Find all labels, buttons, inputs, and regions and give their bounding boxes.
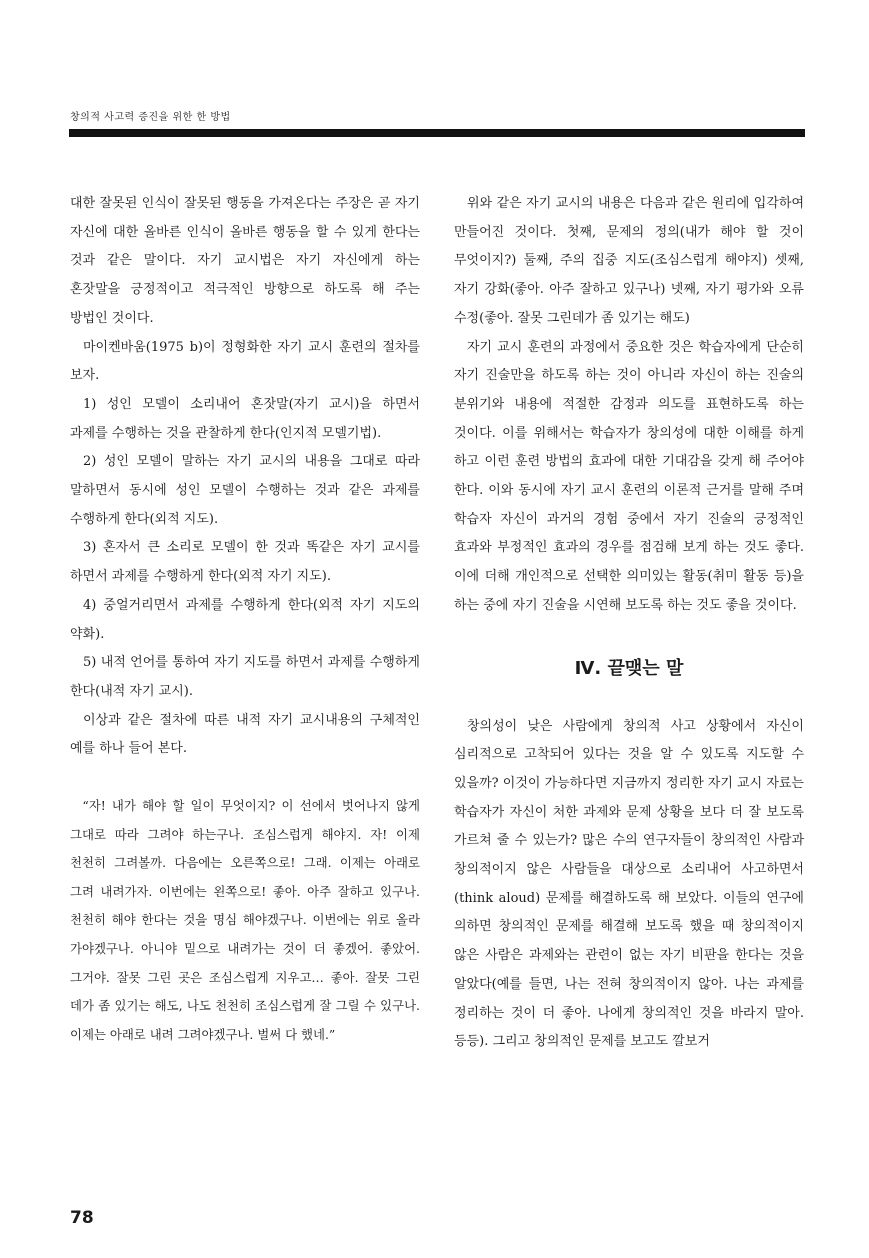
- right-column: [454, 190, 804, 1057]
- procedure-step-4: 4) 중얼거리면서 과제를 수행하게 한다(외적 자기 지도의 약화).: [70, 597, 420, 642]
- procedure-step-5: 5) 내적 언어를 통하여 자기 지도를 하면서 과제를 수행하게 한다(내적 자기 교시).: [70, 655, 420, 699]
- procedure-step-3: 3) 혼자서 큰 소리로 모델이 한 것과 똑같은 자기 교시를 하면서 과제를 수행하게 한다(외적 자기 지도).: [70, 540, 420, 585]
- page-number: 78: [70, 1208, 94, 1228]
- paragraph: 이상과 같은 절차에 따른 내적 자기 교시내용의 구체적인 예를 하나 들어 본다.: [70, 712, 420, 757]
- paragraph: 자기 교시 훈련의 과정에서 중요한 것은 학습자에게 단순히 자기 진술만을 하도록 하는 것이 아니라 자신이 하는 진술의 분위기와 내용에 적절한 감정과 의도를 표현하도록 하는 것이다. 이를 위해서는 학습자가 창의성에 대한 이해를 하게 하고 이런 훈련 방법의 효과에 대한 기대감을 갖게 해 주어야 한다. 이와 동시에 자기 교시 훈련의 이론적 근거를 말해 주며 학습자 자신이 과거의 경험 중에서 자기 진술의 긍정적인 효과와 부정적인 효과의 경우를 점검해 보게 하는 것도 좋다. 이에 더해 개인적으로 선택한 의미있는 활동(취미 활동 등)을 하는 중에 자기 진술을 시연해 보도록 하는 것도 좋을 것이다.: [454, 339, 804, 613]
- self-instruction-quote: “자! 내가 해야 할 일이 무엇이지? 이 선에서 벗어나지 않게 그대로 따라 그려야 하는구나. 조심스럽게 해야지. 자! 이제 천천히 그려볼까. 다음에는 오른쪽으로! 그래. 이제는 아래로 그려 내려가자. 이번에는 왼쪽으로! 좋아. 아주 잘하고 있구나. 천천히 해야 한다는 것을 명심 해야겠구나. 이번에는 위로 올라 가야겠구나. 아니야 밑으로 내려가는 것이 더 좋겠어. 좋았어. 그거야. 잘못 그린 곳은 조심스럽게 지우고… 좋아. 잘못 그린 데가 좀 있기는 해도, 나도 천천히 조심스럽게 잘 그릴 수 있구나. 이제는 아래로 내려 그려야겠구나. 벌써 다 했네.”: [70, 798, 420, 1042]
- paragraph: 마이켄바움(1975 b)이 정형화한 자기 교시 훈련의 절차를 보자.: [70, 339, 420, 384]
- paragraph: 창의성이 낮은 사람에게 창의적 사고 상황에서 자신이 심리적으로 고착되어 있다는 것을 알 수 있도록 지도할 수 있을까? 이것이 가능하다면 지금까지 정리한 자기 교시 자료는 학습자가 자신이 처한 과제와 문제 상황을 보다 더 잘 보도록 가르쳐 줄 수 있는가? 많은 수의 연구자들이 창의적인 사람과 창의적이지 않은 사람들을 대상으로 소리내어 사고하면서(think aloud) 문제를 해결하도록 해 보았다. 이들의 연구에 의하면 창의적인 문제를 해결해 보도록 했을 때 창의적이지 않은 사람은 과제와는 관련이 없는 자기 비판을 한다는 것을 알았다(예를 들면, 나는 전혀 창의적이지 않아. 나는 과제를 정리하는 것이 더 좋아. 나에게 창의적인 것을 바라지 말아. 등등). 그리고 창의적인 문제를 보고도 깔보거: [454, 718, 804, 1050]
- procedure-step-2: 2) 성인 모델이 말하는 자기 교시의 내용을 그대로 따라 말하면서 동시에 성인 모델이 수행하는 것과 같은 과제를 수행하게 한다(외적 지도).: [70, 454, 420, 527]
- left-column: [70, 190, 420, 1049]
- running-title: 창의적 사고력 증진을 위한 한 방법: [70, 112, 231, 123]
- section-heading: Ⅳ. 끝맺는 말: [574, 657, 684, 679]
- paragraph: 대한 잘못된 인식이 잘못된 행동을 가져온다는 주장은 곧 자기 자신에 대한 올바른 인식이 올바른 행동을 할 수 있게 한다는 것과 같은 말이다. 자기 교시법은 자기 자신에게 하는 혼잣말을 긍정적이고 적극적인 방향으로 하도록 해 주는 방법인 것이다.: [70, 196, 420, 326]
- header-rule: [69, 129, 805, 137]
- paragraph: 위와 같은 자기 교시의 내용은 다음과 같은 원리에 입각하여 만들어진 것이다. 첫째, 문제의 정의(내가 해야 할 것이 무엇이지?) 둘째, 주의 집중 지도(조심스럽게 해야지) 셋째, 자기 강화(좋아. 아주 잘하고 있구나) 넷째, 자기 평가와 오류 수정(좋아. 잘못 그린데가 좀 있기는 해도): [454, 196, 804, 326]
- procedure-step-1: 1) 성인 모델이 소리내어 혼잣말(자기 교시)을 하면서 과제를 수행하는 것을 관찰하게 한다(인지적 모델기법).: [70, 396, 420, 441]
